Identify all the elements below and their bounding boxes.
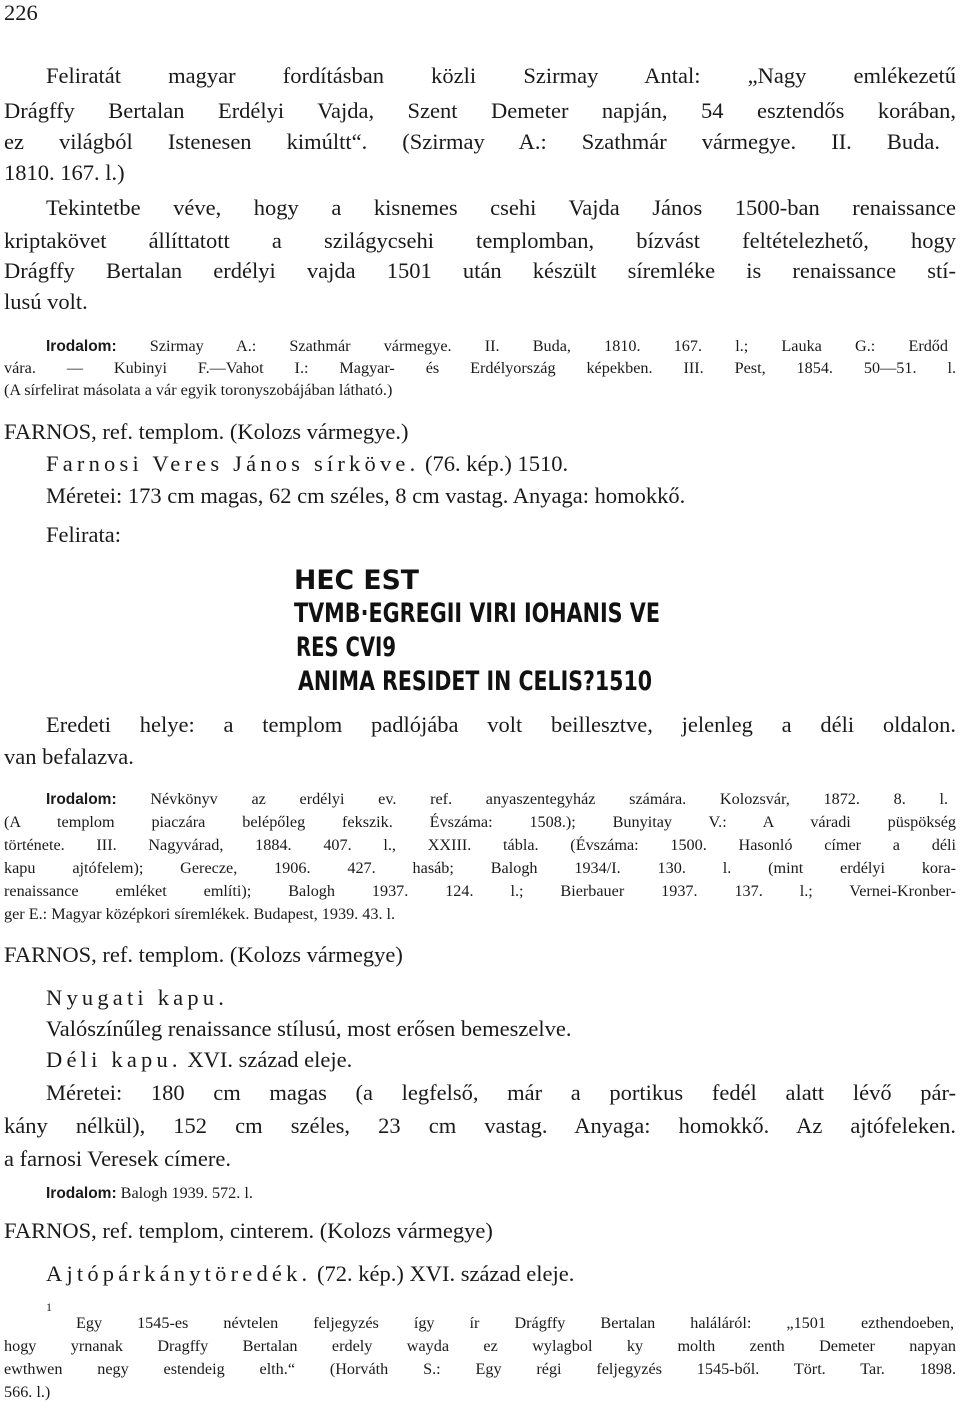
para2-line2: kriptakövet állíttatott a szilágycsehi templomban, bízvást feltételezhető, hogy [4, 228, 956, 253]
section1-dims: Méretei: 173 cm magas, 62 cm széles, 8 cm vastag. Anyaga: homokkő. [46, 483, 686, 508]
section2-lit [46, 1183, 253, 1204]
section2-dims-line1: Méretei: 180 cm magas (a legfelső, már a portikus fedél alatt lévő pár- [46, 1080, 956, 1105]
section2-deli-title: Déli kapu. [46, 1047, 182, 1072]
inscription-line-4: ANIMA RESIDET IN CELIS?1510 [298, 666, 652, 697]
section2-lit-label: Irodalom: [46, 1185, 117, 1202]
section2-dims-line2: kány nélkül), 152 cm széles, 23 cm vastag. Anyaga: homokkő. Az ajtófeleken. [4, 1113, 956, 1138]
para2-line1: Tekintetbe véve, hogy a kisnemes csehi Vajda János 1500-ban renaissance [46, 195, 956, 220]
footnote-marker: 1 [46, 1300, 52, 1314]
para1-line4: 1810. 167. l.) [4, 160, 125, 185]
para2-line3: Drágffy Bertalan erdélyi vajda 1501 után készült síremléke is renaissance stí- [4, 258, 956, 283]
page-number: 226 [4, 0, 38, 25]
section3-item-ref: (72. kép.) XVI. század eleje. [316, 1261, 575, 1286]
section3-heading: FARNOS, ref. templom, cinterem. (Kolozs vármegye) [4, 1218, 493, 1243]
para2-line4: lusú volt. [4, 289, 88, 314]
lit2-line5: renaissance emléket említi); Balogh 1937. 124. l.; Bierbauer 1937. 137. l.; Vernei-Kronber- [4, 882, 956, 900]
footnote-line2: hogy yrnanak Dragffy Bertalan erdely wayda ez wylagbol ky molth zenth Demeter napyan [4, 1337, 956, 1355]
section2-dims-line3: a farnosi Veresek címere. [4, 1146, 231, 1171]
lit1-text1: Szirmay A.: Szathmár vármegye. II. Buda, 1810. 167. l.; Lauka G.: Erdőd [149, 337, 948, 355]
lit1-line3: (A sírfelirat másolata a vár egyik toronyszobájában látható.) [4, 381, 393, 399]
inscription-line-1: HEC EST [294, 565, 420, 596]
lit1-label: Irodalom: [46, 338, 117, 355]
inscription-line-2: TVMB·EGREGII VIRI IOHANIS VE [294, 598, 660, 629]
section2-deli [46, 1047, 352, 1073]
lit2-label: Irodalom: [46, 791, 117, 808]
section1-origin-line2: van befalazva. [4, 744, 134, 769]
lit2-line3: története. III. Nagyvárad, 1884. 407. l., XXIII. tábla. (Évszáma: 1500. Hasonló címer a déli [4, 836, 956, 854]
lit2-line1 [46, 789, 948, 810]
lit2-line4: kapu ajtófelem); Gerecze, 1906. 427. hasáb; Balogh 1934/I. 130. l. (mint erdélyi kora- [4, 859, 956, 877]
section1-item-title: Farnosi Veres János sírköve. [46, 451, 420, 476]
section1-item [46, 451, 568, 477]
lit1-line1 [46, 336, 948, 357]
footnote-line3: ewthwen negy estendeig elth.“ (Horváth S.: Egy régi feljegyzés 1545-ből. Tört. Tar. 1898. [4, 1360, 956, 1378]
section2-deli-date: XVI. század eleje. [187, 1047, 353, 1072]
footnote-line1: Egy 1545-es névtelen feljegyzés így ír Drágffy Bertalan haláláról: „1501 ezthendoeben, [76, 1314, 954, 1332]
para1-line3: ez világból Istenesen kimúltt“. (Szirmay A.: Szathmár vármegye. II. Buda. [4, 129, 940, 154]
lit1-line2: vára. — Kubinyi F.—Vahot I.: Magyar- és Erdélyország képekben. III. Pest, 1854. 50—51. l. [4, 359, 956, 377]
lit2-line2: (A templom piaczára belépőleg fekszik. Évszáma: 1508.); Bunyitay V.: A váradi püspökség [4, 813, 956, 831]
lit2-line6: ger E.: Magyar középkori síremlékek. Budapest, 1939. 43. l. [4, 905, 396, 923]
inscription-line-3: RES CVI9 [296, 632, 396, 663]
section1-item-ref: (76. kép.) 1510. [425, 451, 569, 476]
section3-item-title: Ajtópárkánytöredék. [46, 1261, 312, 1286]
section3-item [46, 1261, 574, 1287]
section2-nyugati-desc: Valószínűleg renaissance stílusú, most erősen bemeszelve. [46, 1016, 572, 1041]
section1-heading: FARNOS, ref. templom. (Kolozs vármegye.) [4, 419, 409, 444]
para1-line1: Feliratát magyar fordításban közli Szirmay Antal: „Nagy emlékezetű [46, 63, 956, 88]
section2-lit-text: Balogh 1939. 572. l. [120, 1184, 253, 1202]
inscription-image [292, 562, 672, 697]
section1-origin-line1: Eredeti helye: a templom padlójába volt beillesztve, jelenleg a déli oldalon. [46, 712, 956, 737]
lit2-text1: Névkönyv az erdélyi ev. ref. anyaszentegyház számára. Kolozsvár, 1872. 8. l. [150, 790, 949, 808]
section1-felirata: Felirata: [46, 522, 121, 547]
section2-heading: FARNOS, ref. templom. (Kolozs vármegye) [4, 942, 403, 967]
footnote-line4: 566. l.) [4, 1383, 51, 1401]
para1-line2: Drágffy Bertalan Erdélyi Vajda, Szent Demeter napján, 54 esztendős korában, [4, 98, 956, 123]
section2-nyugati: Nyugati kapu. [46, 985, 229, 1010]
